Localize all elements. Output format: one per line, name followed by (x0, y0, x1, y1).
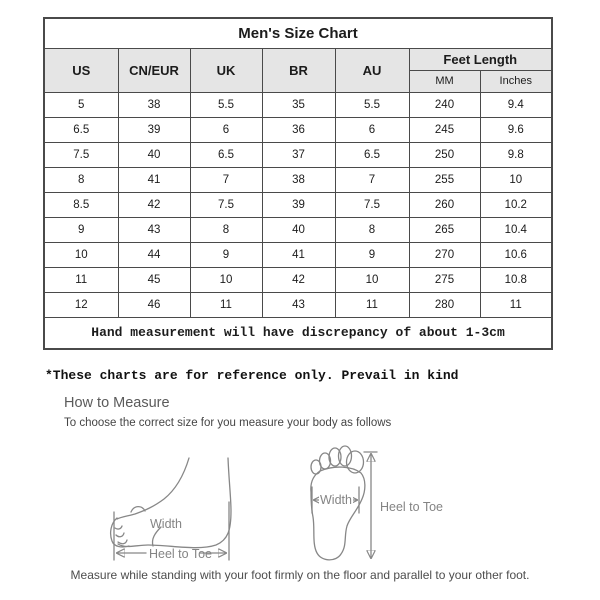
table-cell: 5.5 (335, 92, 409, 117)
table-cell: 43 (118, 217, 190, 242)
table-row (44, 217, 552, 242)
table-cell: 41 (262, 242, 335, 267)
table-cell: 7.5 (190, 192, 262, 217)
table-cell: 8 (335, 217, 409, 242)
table-cell: 38 (262, 167, 335, 192)
table-cell: 8 (44, 167, 118, 192)
table-cell: 37 (262, 142, 335, 167)
side-width-label: Width (150, 517, 182, 531)
table-cell: 280 (409, 292, 480, 317)
table-cell: 9.8 (480, 142, 552, 167)
table-cell: 7.5 (44, 142, 118, 167)
how-to-measure-heading: How to Measure (64, 395, 170, 411)
table-cell: 9.6 (480, 117, 552, 142)
table-cell: 270 (409, 242, 480, 267)
table-header-row (44, 48, 552, 70)
column-header-uk: UK (190, 48, 262, 92)
table-row (44, 292, 552, 317)
table-cell: 36 (262, 117, 335, 142)
table-cell: 40 (262, 217, 335, 242)
measurement-diagram (0, 440, 600, 585)
table-cell: 43 (262, 292, 335, 317)
column-header-cneur: CN/EUR (118, 48, 190, 92)
side-heel-to-toe-label: Heel to Toe (149, 547, 213, 561)
column-header-au: AU (335, 48, 409, 92)
column-header-us: US (44, 48, 118, 92)
table-row (44, 167, 552, 192)
table-cell: 10.2 (480, 192, 552, 217)
table-cell: 11 (44, 267, 118, 292)
table-footnote-row (44, 317, 552, 349)
table-row (44, 117, 552, 142)
table-footnote: Hand measurement will have discrepancy of about 1-3cm (44, 317, 552, 349)
table-cell: 40 (118, 142, 190, 167)
table-cell: 41 (118, 167, 190, 192)
table-cell: 5.5 (190, 92, 262, 117)
table-cell: 11 (190, 292, 262, 317)
table-row (44, 242, 552, 267)
table-cell: 10 (480, 167, 552, 192)
table-cell: 10.4 (480, 217, 552, 242)
table-cell: 6 (190, 117, 262, 142)
table-cell: 7.5 (335, 192, 409, 217)
table-cell: 11 (335, 292, 409, 317)
table-cell: 9 (335, 242, 409, 267)
top-heel-to-toe-label: Heel to Toe (380, 500, 444, 514)
side-foot-sketch (111, 458, 231, 561)
table-cell: 275 (409, 267, 480, 292)
table-cell: 39 (118, 117, 190, 142)
table-cell: 44 (118, 242, 190, 267)
table-cell: 5 (44, 92, 118, 117)
table-row (44, 267, 552, 292)
table-body (44, 92, 552, 317)
table-cell: 8.5 (44, 192, 118, 217)
table-cell: 10 (44, 242, 118, 267)
table-cell: 265 (409, 217, 480, 242)
table-cell: 8 (190, 217, 262, 242)
table-cell: 9.4 (480, 92, 552, 117)
how-to-measure-subheading: To choose the correct size for you measure your body as follows (64, 417, 392, 429)
column-header-feet-length: Feet Length (409, 48, 552, 70)
table-cell: 6 (335, 117, 409, 142)
column-header-inches: Inches (480, 70, 552, 92)
table-cell: 39 (262, 192, 335, 217)
table-cell: 42 (118, 192, 190, 217)
reference-note: *These charts are for reference only. Prevail in kind (45, 368, 459, 383)
table-cell: 240 (409, 92, 480, 117)
table-row (44, 192, 552, 217)
table-cell: 6.5 (190, 142, 262, 167)
table-cell: 10 (190, 267, 262, 292)
table-row (44, 92, 552, 117)
table-title: Men's Size Chart (44, 18, 552, 48)
footprint-sketch (311, 446, 443, 560)
table-cell: 7 (335, 167, 409, 192)
column-header-mm: MM (409, 70, 480, 92)
table-cell: 46 (118, 292, 190, 317)
table-cell: 12 (44, 292, 118, 317)
table-cell: 11 (480, 292, 552, 317)
table-cell: 9 (190, 242, 262, 267)
table-cell: 10 (335, 267, 409, 292)
column-header-br: BR (262, 48, 335, 92)
table-cell: 38 (118, 92, 190, 117)
table-cell: 10.8 (480, 267, 552, 292)
table-cell: 6.5 (44, 117, 118, 142)
table-cell: 42 (262, 267, 335, 292)
table-cell: 7 (190, 167, 262, 192)
table-cell: 250 (409, 142, 480, 167)
measure-caption: Measure while standing with your foot firmly on the floor and parallel to your other foot. (70, 568, 530, 582)
table-title-row (44, 18, 552, 48)
table-cell: 245 (409, 117, 480, 142)
table-cell: 9 (44, 217, 118, 242)
table-cell: 10.6 (480, 242, 552, 267)
table-row (44, 142, 552, 167)
size-chart-table (43, 17, 553, 350)
table-cell: 35 (262, 92, 335, 117)
table-cell: 255 (409, 167, 480, 192)
table-cell: 260 (409, 192, 480, 217)
table-cell: 45 (118, 267, 190, 292)
table-cell: 6.5 (335, 142, 409, 167)
top-width-label: Width (320, 493, 352, 507)
